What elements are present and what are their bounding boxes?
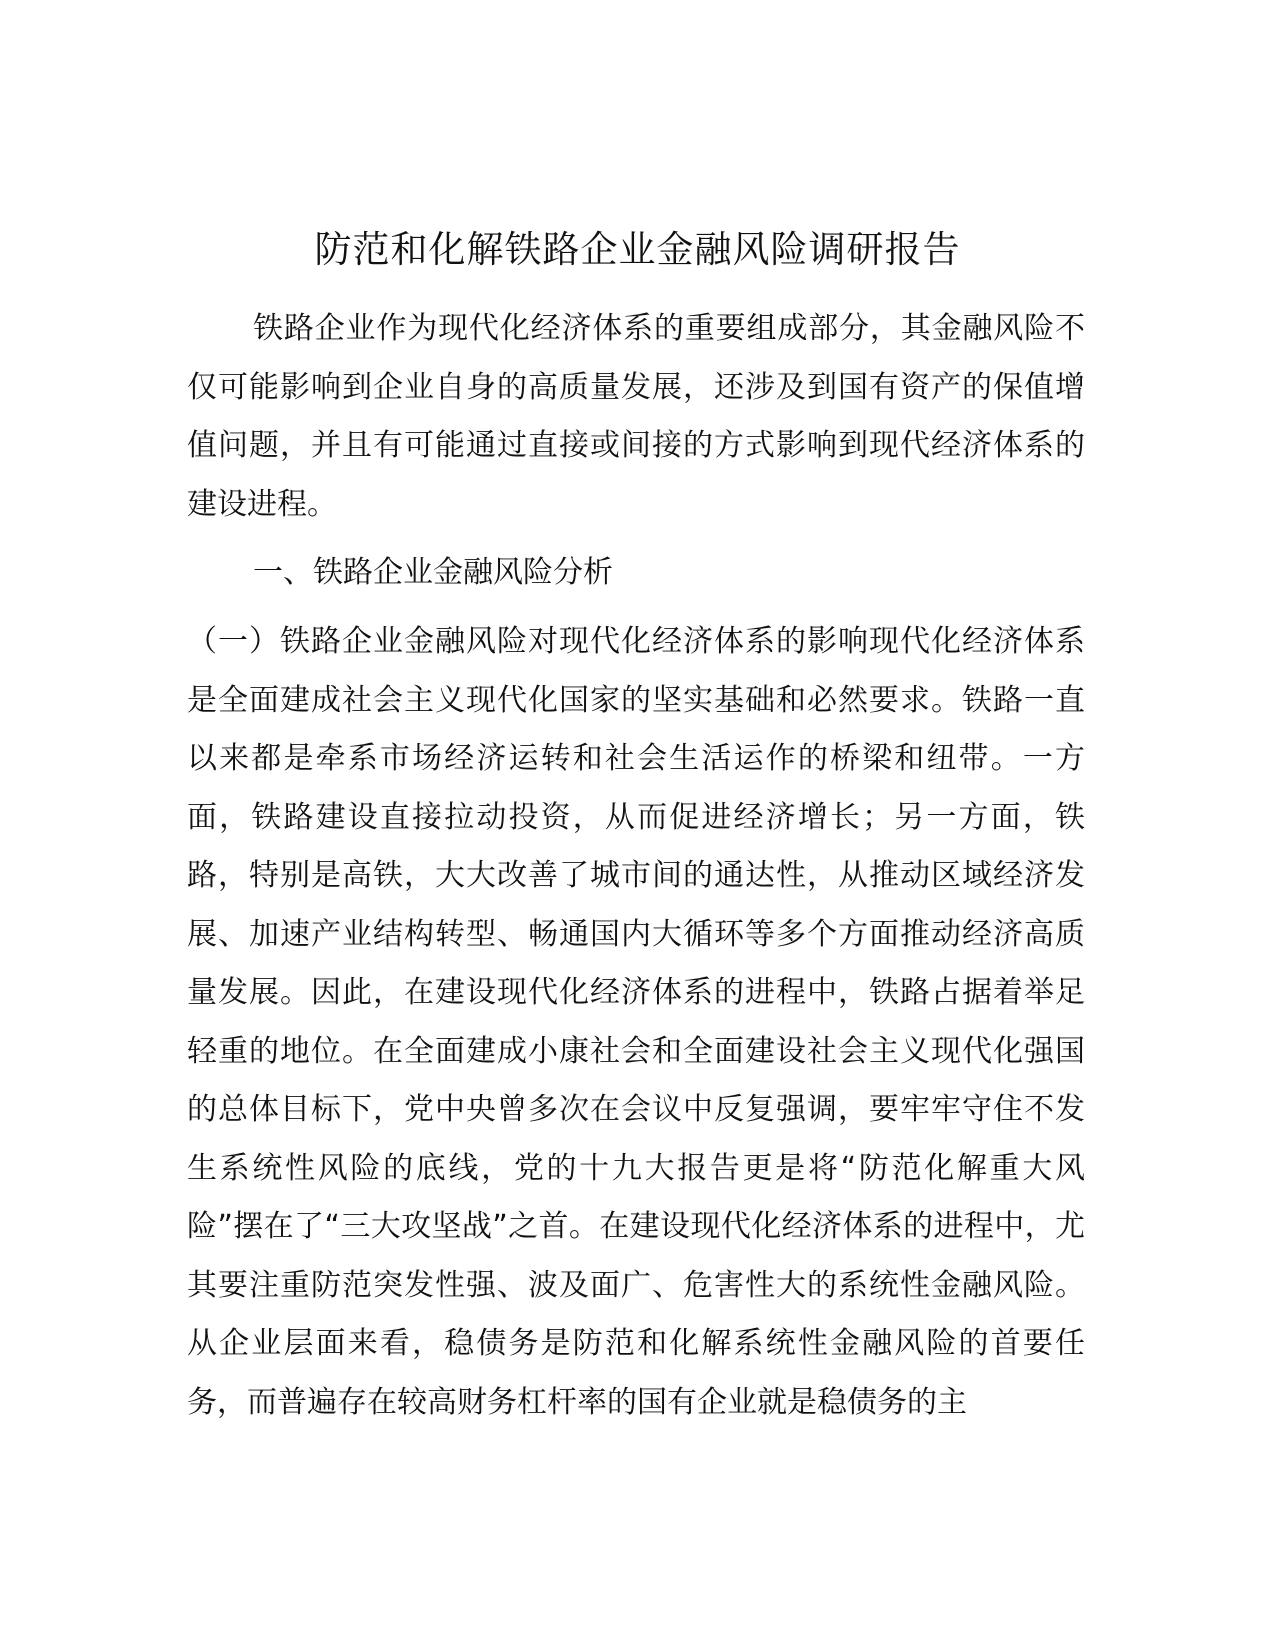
intro-paragraph: 铁路企业作为现代化经济体系的重要组成部分，其金融风险不仅可能影响到企业自身的高质量发展，还涉及到国有资产的保值增值问题，并且有可能通过直接或间接的方式影响到现代经济体系的建设进程。: [187, 311, 1085, 522]
subsection-paragraph: （一）铁路企业金融风险对现代化经济体系的影响现代化经济体系是全面建成社会主义现代化国家的坚实基础和必然要求。铁路一直以来都是牵系市场经济运转和社会生活运作的桥梁和纽带。一方面，铁路建设直接拉动投资，从而促进经济增长；另一方面，铁路，特别是高铁，大大改善了城市间的通达性，从推动区域经济发展、加速产业结构转型、畅通国内大循环等多个方面推动经济高质量发展。因此，在建设现代化经济体系的进程中，铁路占据着举足轻重的地位。在全面建成小康社会和全面建设社会主义现代化强国的总体目标下，党中央曾多次在会议中反复强调，要牢牢守住不发生系统性风险的底线，党的十九大报告更是将“防范化解重大风险”摆在了“三大攻坚战”之首。在建设现代化经济体系的进程中，尤其要注重防范突发性强、波及面广、危害性大的系统性金融风险。从企业层面来看，稳债务是防范和化解系统性金融风险的首要任务，而普遍存在较高财务杠杆率的国有企业就是稳债务的主: [187, 624, 1085, 1420]
document-title: 防范和化解铁路企业金融风险调研报告: [314, 228, 961, 271]
section-heading: 一、铁路企业金融风险分析: [253, 555, 613, 590]
